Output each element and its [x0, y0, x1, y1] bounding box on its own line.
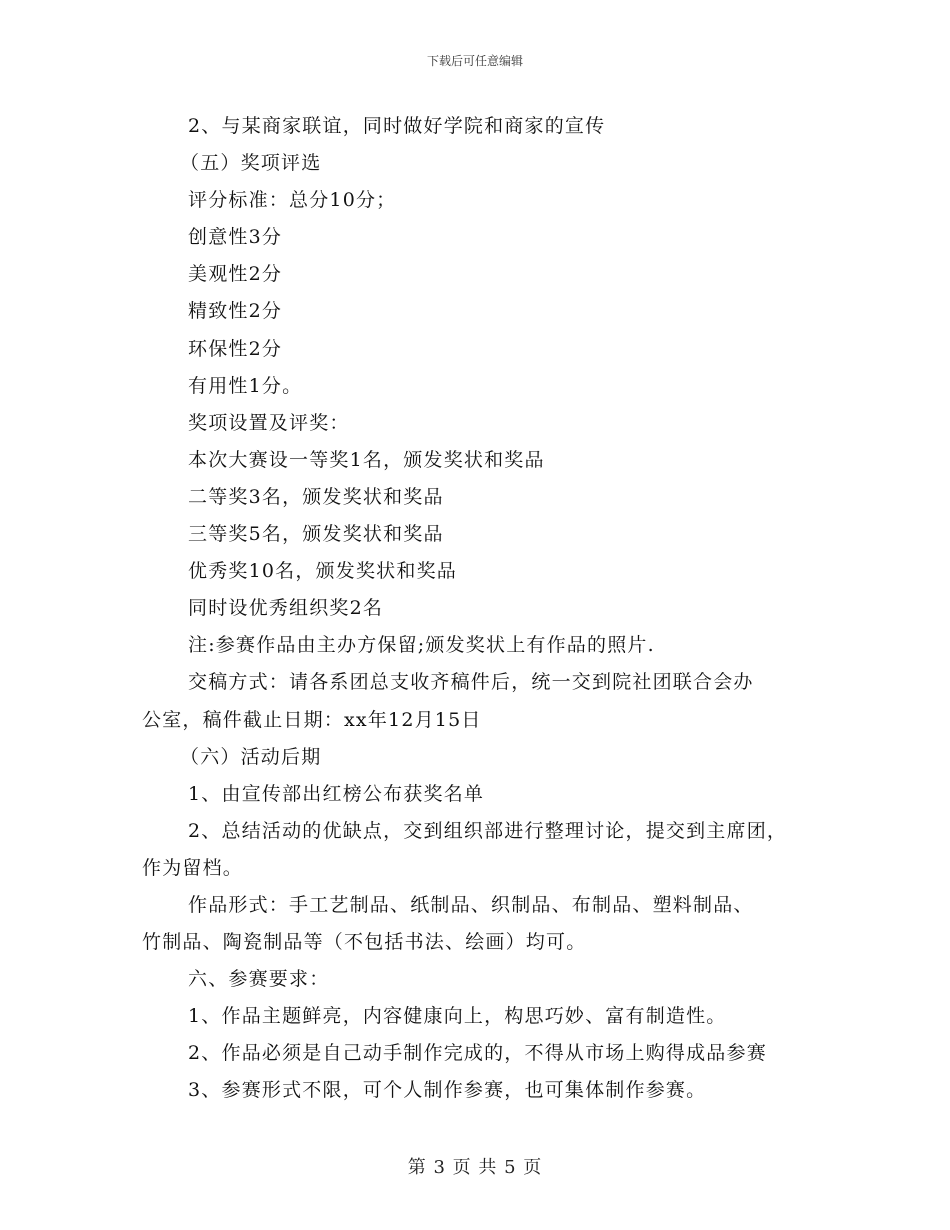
text-line: 注:参赛作品由主办方保留;颁发奖状上有作品的照片.: [188, 634, 655, 657]
text-line: 2、与某商家联谊，同时做好学院和商家的宣传: [188, 115, 606, 137]
text-line: 美观性2分: [188, 263, 283, 286]
text-line: 竹制品、陶瓷制品等（不包括书法、绘画）均可。: [142, 931, 587, 954]
text-line: 作品形式：手工艺制品、纸制品、织制品、布制品、塑料制品、: [188, 893, 754, 916]
text-line: 优秀奖10名，颁发奖状和奖品: [188, 560, 457, 583]
text-line: 奖项设置及评奖：: [188, 411, 350, 434]
text-line: 精致性2分: [188, 300, 283, 323]
text-line: 六、参赛要求：: [188, 968, 330, 991]
text-line: 公室，稿件截止日期：xx年12月15日: [142, 708, 482, 731]
text-line: 2、总结活动的优缺点，交到组织部进行整理讨论，提交到主席团，: [188, 819, 788, 842]
text-line: 同时设优秀组织奖2名: [188, 597, 384, 620]
text-line: 1、作品主题鲜亮，内容健康向上，构思巧妙、富有制造性。: [188, 1005, 727, 1028]
text-line: 评分标准：总分10分；: [188, 189, 397, 212]
text-line: 二等奖3名，颁发奖状和奖品: [188, 485, 444, 508]
page-header: 下载后可任意编辑: [426, 54, 523, 68]
text-line: 交稿方式：请各系团总支收齐稿件后，统一交到院社团联合会办: [188, 671, 754, 694]
document-body: [142, 108, 822, 1110]
text-line: 本次大赛设一等奖1名，颁发奖状和奖品: [188, 448, 545, 471]
text-line: 创意性3分: [188, 226, 283, 249]
page-number-footer: 第 3 页 共 5 页: [407, 1157, 543, 1178]
text-line: 作为留档。: [142, 856, 244, 879]
text-line: 三等奖5名，颁发奖状和奖品: [188, 523, 444, 546]
text-line: 1、由宣传部出红榜公布获奖名单: [188, 782, 485, 805]
text-line: 2、作品必须是自己动手制作完成的，不得从市场上购得成品参赛: [188, 1042, 767, 1065]
section-heading: （六）活动后期: [180, 745, 322, 768]
text-line: 环保性2分: [188, 337, 283, 360]
text-line: 3、参赛形式不限，可个人制作参赛，也可集体制作参赛。: [188, 1079, 707, 1102]
text-line: 有用性1分。: [188, 374, 303, 397]
section-heading: （五）奖项评选: [180, 152, 322, 175]
